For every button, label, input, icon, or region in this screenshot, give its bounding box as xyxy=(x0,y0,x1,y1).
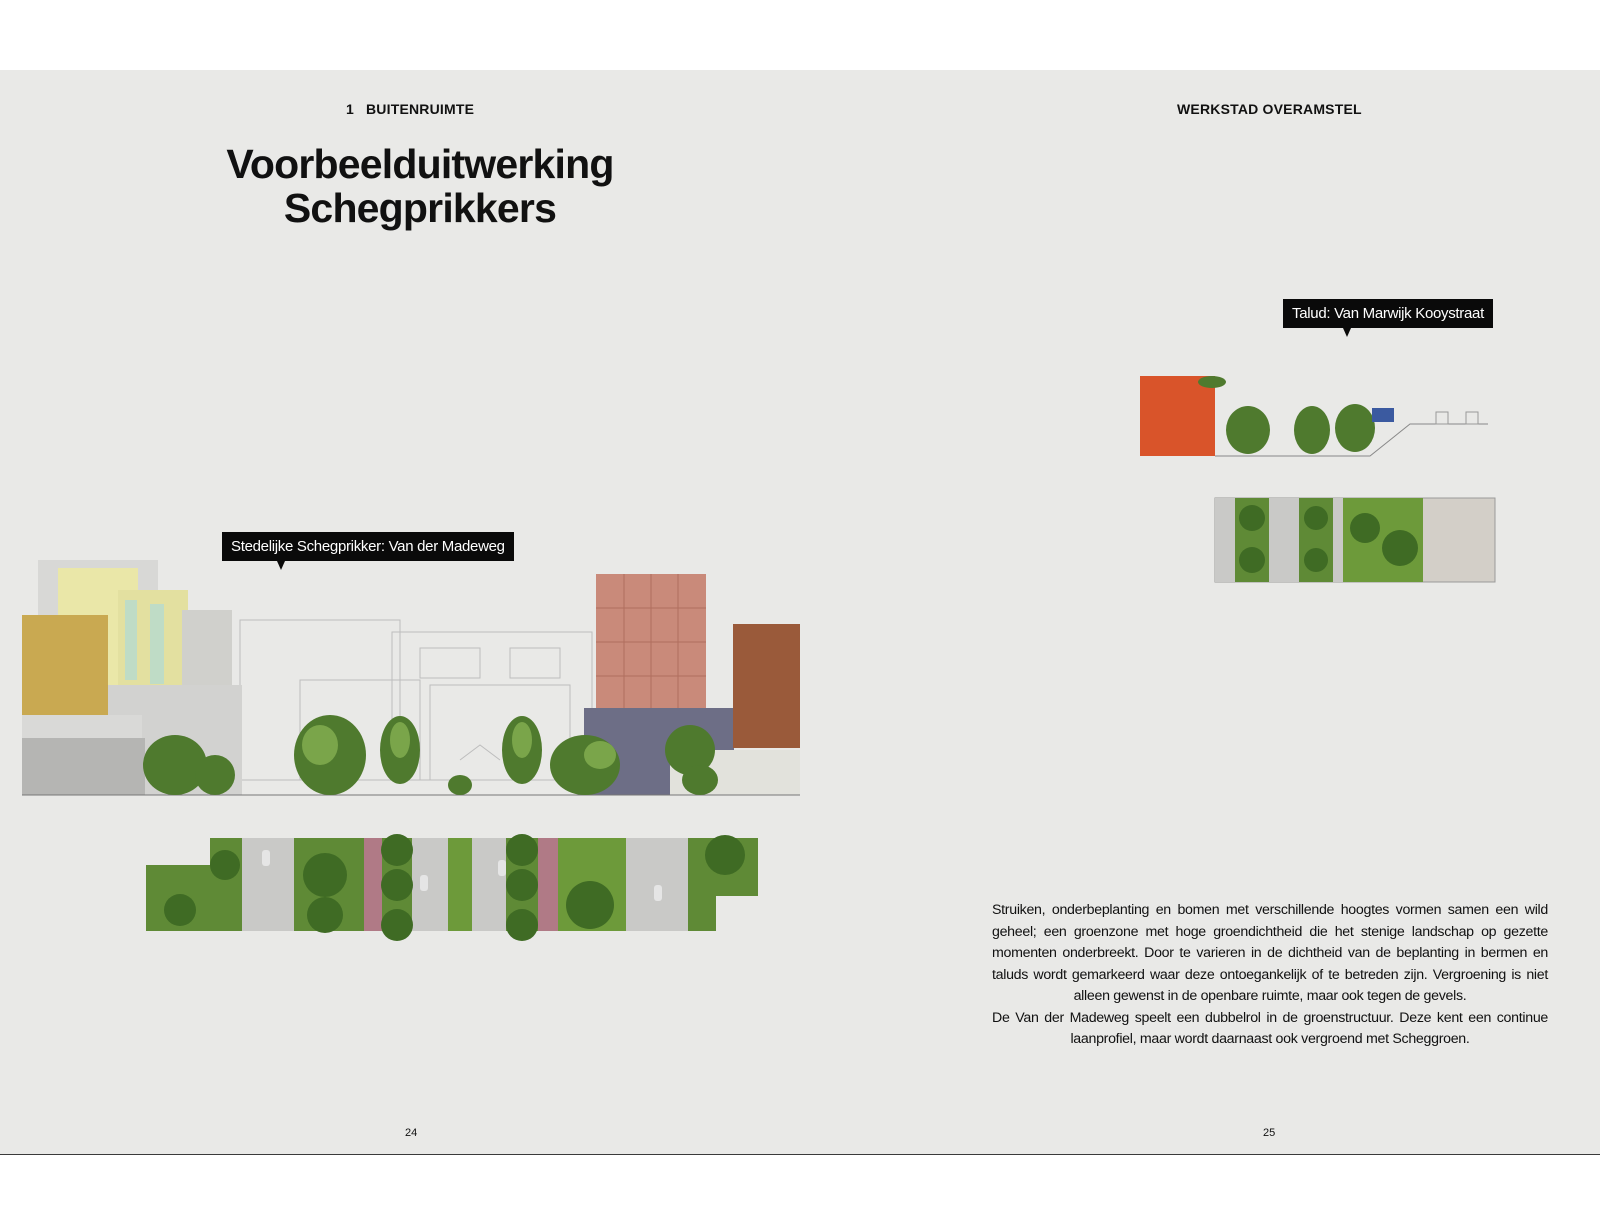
book-spread xyxy=(0,70,1600,1154)
body-paragraph-1: Struiken, onderbeplanting en bomen met verschillende hoogtes vormen samen een wild geheel; een groenzone met hoge groendichtheid die het stenige landschap op gezette momenten onderbreekt. Door te varieren in de dichtheid van de beplanting in bermen en taluds wordt gemarkeerd waar deze ontoegankelijk of te betreden zijn. Vergroening is niet alleen gewenst in de openbare ruimte, maar ook tegen de gevels. xyxy=(992,902,1548,1004)
brown-building xyxy=(733,624,800,748)
callout-van-der-madeweg: Stedelijke Schegprikker: Van der Madeweg xyxy=(222,532,514,561)
page-header: WERKSTAD OVERAMSTEL xyxy=(1177,101,1362,117)
talud-greenery xyxy=(1198,376,1375,454)
body-text xyxy=(992,900,1548,1051)
title-line-2: Schegprikkers xyxy=(283,185,557,231)
talud-fences xyxy=(1436,412,1478,424)
page-title xyxy=(180,142,660,230)
talud-section-elevation xyxy=(1140,372,1500,462)
section-title: BUITENRUIMTE xyxy=(366,101,475,117)
section-header xyxy=(346,101,474,117)
page-number-left: 24 xyxy=(405,1127,418,1139)
talud-plan-view xyxy=(1215,498,1495,582)
street-section-elevation xyxy=(0,560,800,820)
section-number: 1 xyxy=(346,101,354,117)
body-paragraph-2: De Van der Madeweg speelt een dubbelrol in de groenstructuur. Deze kent een continue laanprofiel, maar wordt daarnaast ook vergroend met Scheggroen. xyxy=(992,1009,1548,1047)
street-plan-view xyxy=(0,830,800,960)
bottom-rule xyxy=(0,1154,1600,1155)
left-page xyxy=(0,70,800,1154)
title-line-1: Voorbeelduitwerking xyxy=(226,141,614,187)
right-page xyxy=(800,70,1600,1154)
callout-van-marwijk-kooystraat: Talud: Van Marwijk Kooystraat xyxy=(1283,299,1493,328)
page-number-right: 25 xyxy=(1263,1127,1276,1139)
